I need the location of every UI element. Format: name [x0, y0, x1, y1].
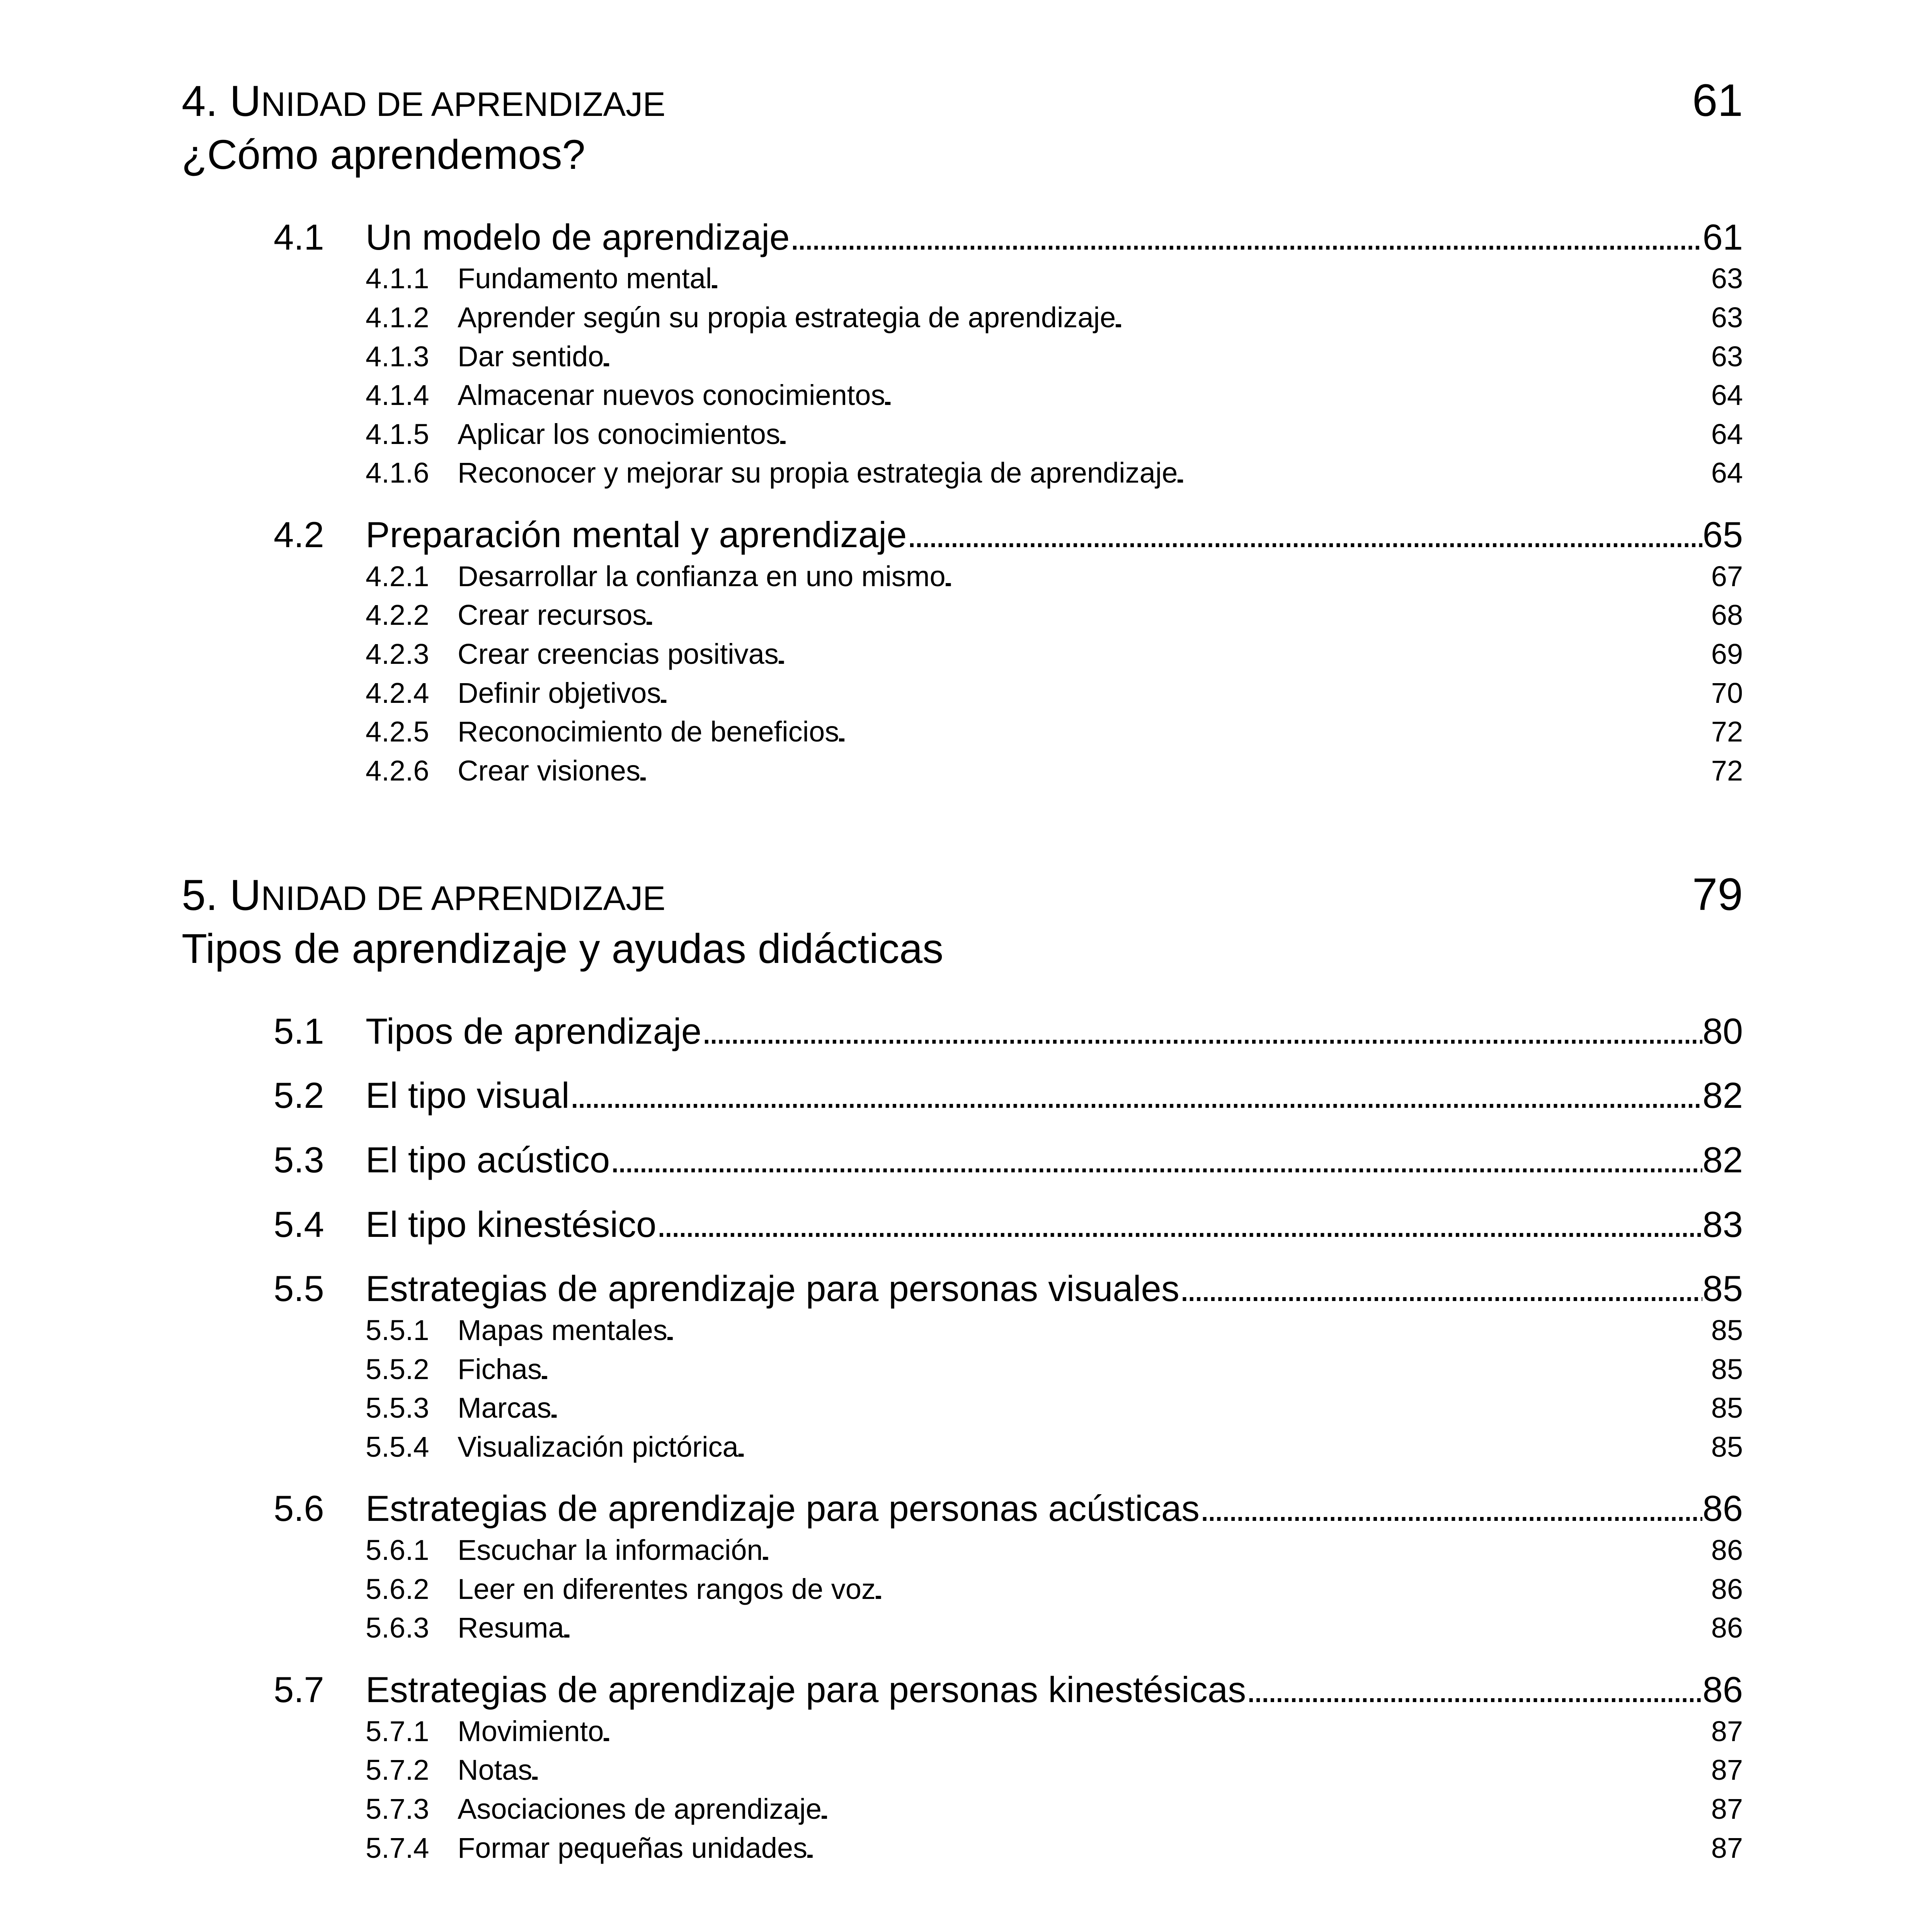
toc-subsection-number: 5.6.3 — [366, 1612, 429, 1644]
toc-subsection-number: 4.1.1 — [366, 262, 429, 295]
toc-subsection — [182, 259, 1743, 298]
toc-subsection — [182, 1311, 1743, 1350]
toc-subsection-number: 4.2.5 — [366, 716, 429, 748]
toc-subsection-number: 5.5.2 — [366, 1353, 429, 1385]
toc-subsection — [182, 337, 1743, 376]
leader-dots — [661, 674, 1711, 713]
toc-section-page: 80 — [1702, 1010, 1743, 1051]
leader-dots — [570, 1073, 1703, 1118]
toc-section-page: 82 — [1702, 1139, 1743, 1180]
toc-subsection-number: 4.2.4 — [366, 677, 429, 709]
toc-subsection-page: 87 — [1711, 1793, 1743, 1825]
leader-dots — [656, 1202, 1702, 1247]
toc-subsection-page: 87 — [1711, 1715, 1743, 1747]
dot-leader — [458, 1829, 1743, 1868]
toc-subsection-page: 87 — [1711, 1832, 1743, 1864]
section-group — [182, 1486, 1743, 1648]
toc-subsection-title: Crear visiones — [458, 754, 640, 787]
toc-subsection-title: Marcas — [458, 1392, 551, 1424]
toc-subsection-page: 67 — [1711, 560, 1743, 592]
leader-dots — [807, 1829, 1711, 1868]
toc-section-number: 5.1 — [274, 1010, 324, 1051]
unit-page-number: 79 — [1692, 869, 1743, 920]
toc-subsection-page: 64 — [1711, 379, 1743, 412]
toc-section-number: 5.2 — [274, 1075, 324, 1116]
toc-subsection-number: 4.1.2 — [366, 301, 429, 333]
dot-leader — [458, 337, 1743, 376]
toc-subsection-page: 86 — [1711, 1534, 1743, 1566]
toc-subsection — [182, 1712, 1743, 1751]
leader-dots — [667, 1311, 1711, 1350]
leader-dots — [701, 1009, 1702, 1054]
toc-subsection-title: Formar pequeñas unidades — [458, 1832, 808, 1864]
toc-subsection-title: Definir objetivos — [458, 677, 661, 709]
toc-subsection — [182, 752, 1743, 791]
toc-subsection-title: Reconocimiento de beneficios — [458, 716, 839, 748]
dot-leader — [366, 215, 1743, 260]
unit-heading — [182, 867, 1743, 922]
unit-5-block — [182, 867, 1743, 1867]
toc-subsection-number: 4.2.6 — [366, 754, 429, 787]
toc-section-title: Un modelo de aprendizaje — [366, 216, 790, 257]
toc-subsection-title: Dar sentido — [458, 340, 604, 372]
dot-leader — [366, 513, 1743, 557]
section-group — [182, 215, 1743, 493]
toc-section — [182, 215, 1743, 260]
toc-section-page: 85 — [1702, 1268, 1743, 1309]
dot-leader — [458, 1751, 1743, 1790]
leader-dots — [780, 415, 1711, 454]
toc-subsection-title: Notas — [458, 1754, 533, 1786]
toc-section — [182, 1009, 1743, 1054]
toc-subsection-number: 4.2.2 — [366, 599, 429, 631]
toc-subsection — [182, 454, 1743, 493]
section-group — [182, 513, 1743, 790]
leader-dots — [564, 1609, 1711, 1648]
toc-section-number: 5.7 — [274, 1669, 324, 1710]
toc-section-page: 82 — [1702, 1075, 1743, 1116]
toc-section — [182, 1138, 1743, 1182]
toc-subsection-page: 85 — [1711, 1314, 1743, 1346]
toc-subsection-number: 4.1.3 — [366, 340, 429, 372]
toc-subsection-title: Movimiento — [458, 1715, 604, 1747]
toc-subsection-number: 4.2.1 — [366, 560, 429, 592]
dot-leader — [366, 1267, 1743, 1311]
leader-dots — [885, 376, 1711, 415]
dot-leader — [458, 415, 1743, 454]
toc-subsection-number: 5.6.1 — [366, 1534, 429, 1566]
toc-subsection — [182, 635, 1743, 674]
toc-subsection-page: 85 — [1711, 1392, 1743, 1424]
toc-subsection — [182, 1350, 1743, 1389]
toc-subsection-number: 5.7.2 — [366, 1754, 429, 1786]
toc-subsection-title: Almacenar nuevos conocimientos — [458, 379, 885, 412]
toc-section-page: 61 — [1702, 216, 1743, 257]
unit-title: 5. UNIDAD DE APRENDIZAJE — [182, 871, 665, 919]
dot-leader — [458, 1609, 1743, 1648]
toc-subsection-title: Crear creencias positivas — [458, 638, 779, 670]
toc-section — [182, 1073, 1743, 1118]
toc-subsection-page: 63 — [1711, 262, 1743, 295]
leader-dots — [532, 1751, 1711, 1790]
dot-leader — [458, 1712, 1743, 1751]
leader-dots — [739, 1428, 1711, 1467]
leader-dots — [907, 513, 1702, 557]
toc-subsection — [182, 1389, 1743, 1428]
leader-dots — [839, 713, 1711, 752]
dot-leader — [458, 376, 1743, 415]
unit-subtitle: ¿Cómo aprendemos? — [182, 131, 585, 178]
dot-leader — [458, 259, 1743, 298]
toc-subsection-title: Escuchar la información — [458, 1534, 763, 1566]
toc-subsection-number: 5.7.3 — [366, 1793, 429, 1825]
toc-subsection-page: 85 — [1711, 1430, 1743, 1463]
unit-4-block — [182, 73, 1743, 790]
toc-subsection — [182, 1609, 1743, 1648]
toc-subsection-title: Asociaciones de aprendizaje — [458, 1793, 822, 1825]
leader-dots — [647, 596, 1711, 635]
toc-section-number: 5.5 — [274, 1268, 324, 1309]
toc-subsection-title: Fundamento mental — [458, 262, 712, 295]
leader-dots — [640, 752, 1711, 791]
section-list — [182, 1009, 1743, 1868]
leader-dots — [542, 1350, 1711, 1389]
toc-subsection-title: Aplicar los conocimientos — [458, 418, 780, 450]
leader-dots — [604, 1712, 1711, 1751]
toc-subsection — [182, 1829, 1743, 1868]
toc-section — [182, 1668, 1743, 1712]
toc-section — [182, 1202, 1743, 1247]
toc-subsection-page: 70 — [1711, 677, 1743, 709]
toc-subsection — [182, 1751, 1743, 1790]
toc-subsection-page: 63 — [1711, 340, 1743, 372]
dot-leader — [458, 752, 1743, 791]
toc-subsection-page: 85 — [1711, 1353, 1743, 1385]
dot-leader — [458, 1311, 1743, 1350]
toc-section-page: 65 — [1702, 514, 1743, 555]
leader-dots — [946, 557, 1711, 596]
toc-section-number: 5.3 — [274, 1139, 324, 1180]
toc-subsection — [182, 1531, 1743, 1570]
toc-section-number: 4.1 — [274, 216, 324, 257]
toc-subsection-page: 68 — [1711, 599, 1743, 631]
toc-subsection-number: 5.5.4 — [366, 1430, 429, 1463]
toc-subsection-page: 87 — [1711, 1754, 1743, 1786]
section-list — [182, 215, 1743, 791]
toc-section-page: 83 — [1702, 1204, 1743, 1245]
toc-subsection-title: Aprender según su propia estrategia de aprendizaje — [458, 301, 1116, 333]
toc-subsection-title: Visualización pictórica — [458, 1430, 739, 1463]
toc-subsection-number: 4.1.6 — [366, 457, 429, 489]
section-group — [182, 1073, 1743, 1118]
unit-heading — [182, 73, 1743, 128]
toc-subsection-page: 86 — [1711, 1573, 1743, 1605]
dot-leader — [366, 1486, 1743, 1531]
toc-section-page: 86 — [1702, 1669, 1743, 1710]
dot-leader — [458, 1350, 1743, 1389]
toc-subsection-number: 5.5.3 — [366, 1392, 429, 1424]
leader-dots — [790, 215, 1702, 260]
toc-section-title: El tipo acústico — [366, 1139, 610, 1180]
leader-dots — [1246, 1668, 1702, 1712]
leader-dots — [1178, 454, 1711, 493]
toc-subsection — [182, 1570, 1743, 1609]
dot-leader — [458, 1790, 1743, 1829]
toc-subsection-number: 4.1.5 — [366, 418, 429, 450]
leader-dots — [604, 337, 1711, 376]
toc-subsection-title: Desarrollar la confianza en uno mismo — [458, 560, 946, 592]
toc-section-title: Preparación mental y aprendizaje — [366, 514, 907, 555]
dot-leader — [458, 674, 1743, 713]
toc-section-number: 4.2 — [274, 514, 324, 555]
toc-subsection-page: 69 — [1711, 638, 1743, 670]
section-group — [182, 1267, 1743, 1466]
dot-leader — [458, 557, 1743, 596]
toc-subsection-title: Leer en diferentes rangos de voz — [458, 1573, 876, 1605]
toc-subsection — [182, 674, 1743, 713]
toc-subsection — [182, 376, 1743, 415]
unit-page-number: 61 — [1692, 75, 1743, 126]
dot-leader — [458, 1531, 1743, 1570]
toc-subsection-title: Crear recursos — [458, 599, 647, 631]
toc-subsection-page: 72 — [1711, 754, 1743, 787]
toc-subsection-number: 5.5.1 — [366, 1314, 429, 1346]
toc-subsection-page: 72 — [1711, 716, 1743, 748]
toc-section-title: Estrategias de aprendizaje para personas visuales — [366, 1268, 1179, 1309]
dot-leader — [458, 635, 1743, 674]
dot-leader — [458, 713, 1743, 752]
toc-section — [182, 1267, 1743, 1311]
toc-subsection-page: 64 — [1711, 418, 1743, 450]
toc-section-number: 5.4 — [274, 1204, 324, 1245]
toc-section-title: Tipos de aprendizaje — [366, 1010, 702, 1051]
leader-dots — [1200, 1486, 1702, 1531]
toc-subsection-title: Fichas — [458, 1353, 542, 1385]
dot-leader — [366, 1073, 1743, 1118]
toc-subsection-number: 4.1.4 — [366, 379, 429, 412]
dot-leader — [458, 1428, 1743, 1467]
toc-subsection — [182, 713, 1743, 752]
dot-leader — [458, 298, 1743, 337]
unit-subtitle: Tipos de aprendizaje y ayudas didácticas — [182, 925, 944, 972]
toc-subsection-number: 5.7.4 — [366, 1832, 429, 1864]
toc-subsection-page: 86 — [1711, 1612, 1743, 1644]
toc-subsection — [182, 557, 1743, 596]
dot-leader — [458, 1570, 1743, 1609]
toc-section-page: 86 — [1702, 1488, 1743, 1529]
leader-dots — [876, 1570, 1711, 1609]
leader-dots — [1116, 298, 1711, 337]
toc-subsection-title: Resuma — [458, 1612, 564, 1644]
leader-dots — [763, 1531, 1711, 1570]
section-group — [182, 1009, 1743, 1054]
leader-dots — [712, 259, 1711, 298]
toc-section-title: El tipo visual — [366, 1075, 570, 1116]
dot-leader — [366, 1009, 1743, 1054]
dot-leader — [366, 1668, 1743, 1712]
toc-subsection — [182, 1428, 1743, 1467]
dot-leader — [366, 1138, 1743, 1182]
unit-title: 4. UNIDAD DE APRENDIZAJE — [182, 77, 665, 125]
toc-subsection — [182, 415, 1743, 454]
toc-subsection-page: 63 — [1711, 301, 1743, 333]
toc-subsection-page: 64 — [1711, 457, 1743, 489]
section-group — [182, 1138, 1743, 1182]
toc-subsection-number: 5.6.2 — [366, 1573, 429, 1605]
dot-leader — [366, 1202, 1743, 1247]
dot-leader — [458, 596, 1743, 635]
dot-leader — [458, 454, 1743, 493]
leader-dots — [779, 635, 1711, 674]
toc-subsection-number: 4.2.3 — [366, 638, 429, 670]
toc-section — [182, 1486, 1743, 1531]
leader-dots — [822, 1790, 1711, 1829]
section-group — [182, 1202, 1743, 1247]
toc-section — [182, 513, 1743, 557]
leader-dots — [1179, 1267, 1703, 1311]
dot-leader — [458, 1389, 1743, 1428]
leader-dots — [610, 1138, 1702, 1182]
toc-section-title: Estrategias de aprendizaje para personas acústicas — [366, 1488, 1200, 1529]
section-group — [182, 1668, 1743, 1867]
toc-subsection-title: Mapas mentales — [458, 1314, 667, 1346]
toc-section-number: 5.6 — [274, 1488, 324, 1529]
toc-subsection-number: 5.7.1 — [366, 1715, 429, 1747]
toc-subsection — [182, 1790, 1743, 1829]
toc-subsection-title: Reconocer y mejorar su propia estrategia de aprendizaje — [458, 457, 1178, 489]
toc-subsection — [182, 596, 1743, 635]
toc-section-title: Estrategias de aprendizaje para personas kinestésicas — [366, 1669, 1246, 1710]
leader-dots — [551, 1389, 1711, 1428]
toc-section-title: El tipo kinestésico — [366, 1204, 657, 1245]
toc-subsection — [182, 298, 1743, 337]
